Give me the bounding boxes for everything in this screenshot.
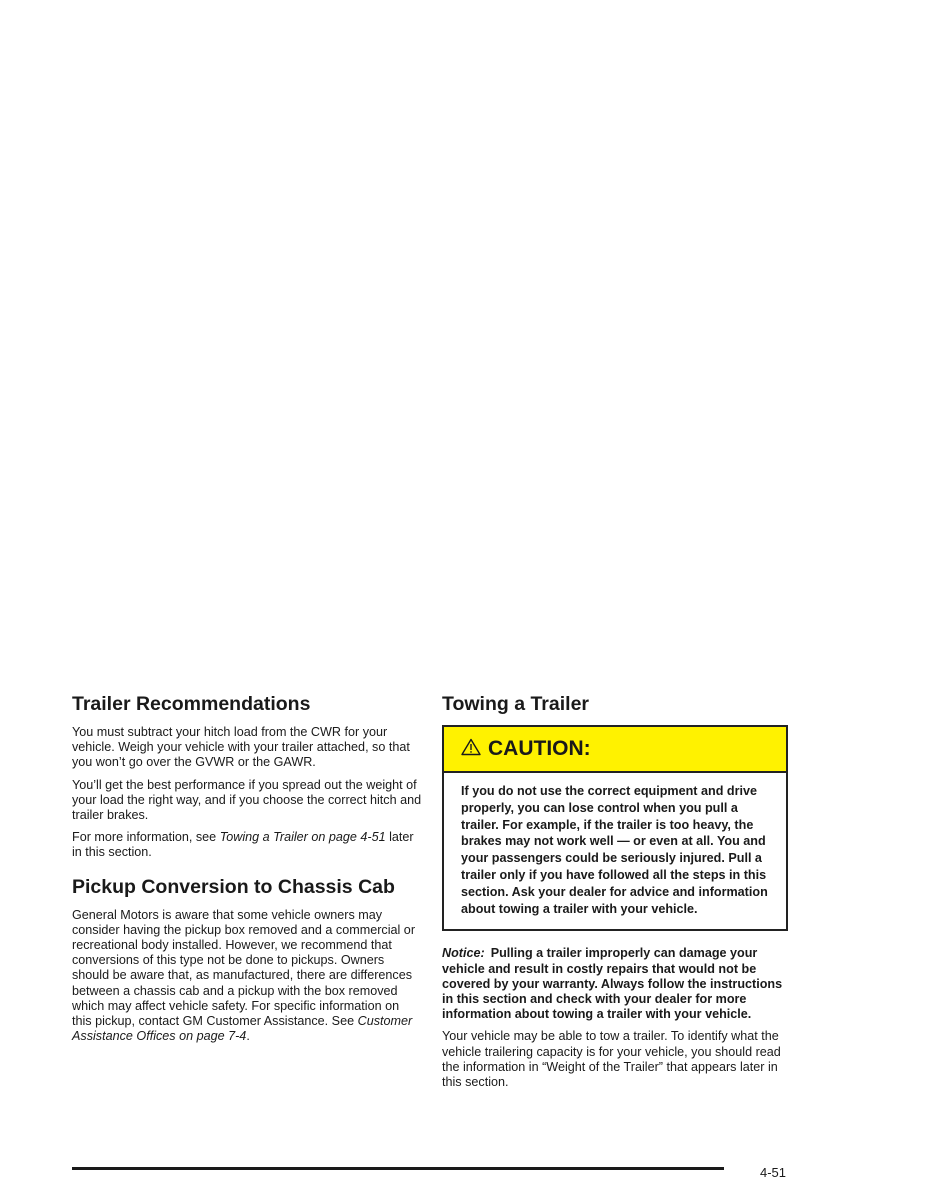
page-number: 4-51	[760, 1165, 787, 1180]
paragraph	[72, 830, 422, 860]
paragraph: Your vehicle may be able to tow a trailer. To identify what the vehicle trailering capacity is for your vehicle, you should read the information in “Weight of the Trailer” that appears later in this section.	[442, 1029, 781, 1089]
warning-triangle-icon	[461, 738, 488, 761]
caution-box	[442, 725, 788, 931]
heading-towing-a-trailer: Towing a Trailer	[442, 693, 590, 715]
text: For more information, see	[72, 830, 220, 845]
heading-pickup-conversion: Pickup Conversion to Chassis Cab	[72, 875, 395, 898]
notice-paragraph	[442, 946, 788, 1022]
heading-trailer-recommendations: Trailer Recommendations	[72, 693, 311, 715]
notice-text: Pulling a trailer improperly can damage your vehicle and result in costly repairs that would not be covered by your warranty. Always follow the instructions in this section and check with your dealer for more information about towing a trailer with your vehicle.	[442, 946, 783, 1022]
paragraph	[72, 908, 422, 1045]
caution-body: If you do not use the correct equipment and drive properly, you can lose control when you pull a trailer. For example, if the trailer is too heavy, the brakes may not work well — or even at all. You and your passengers could be seriously injured. Pull a trailer only if you have followed all the steps in this section. Ask your dealer for advice and information about towing a trailer with your vehicle.	[461, 784, 768, 916]
paragraph: You’ll get the best performance if you spread out the weight of your load the right way, and if you choose the correct hitch and trailer brakes.	[72, 777, 422, 823]
footer-rule	[72, 1167, 724, 1170]
caution-title: CAUTION:	[488, 737, 591, 760]
paragraph: You must subtract your hitch load from the CWR for your vehicle. Weigh your vehicle with your trailer attached, so that you won’t go over the GVWR or the GAWR.	[72, 725, 410, 770]
cross-reference-link[interactable]: Customer Assistance Offices on page 7-4	[72, 1014, 413, 1044]
text: later in this section.	[72, 830, 414, 860]
text: General Motors is aware that some vehicle owners may consider having the pickup box removed and a commercial or recreational body installed. However, we recommend that conversions of this type not be done to pickups. Owners should be aware that, as manufactured, there are differences between a chassis cab and a pickup with the box removed which may affect vehicle safety. For specific information on this pickup, contact GM Customer Assistance. See	[72, 907, 416, 1029]
caution-header	[444, 727, 786, 773]
left-column	[72, 692, 422, 1051]
notice-label: Notice:	[442, 946, 485, 961]
right-column	[442, 692, 788, 1097]
text: .	[246, 1029, 250, 1044]
cross-reference-link[interactable]: Towing a Trailer on page 4-51	[219, 830, 386, 845]
